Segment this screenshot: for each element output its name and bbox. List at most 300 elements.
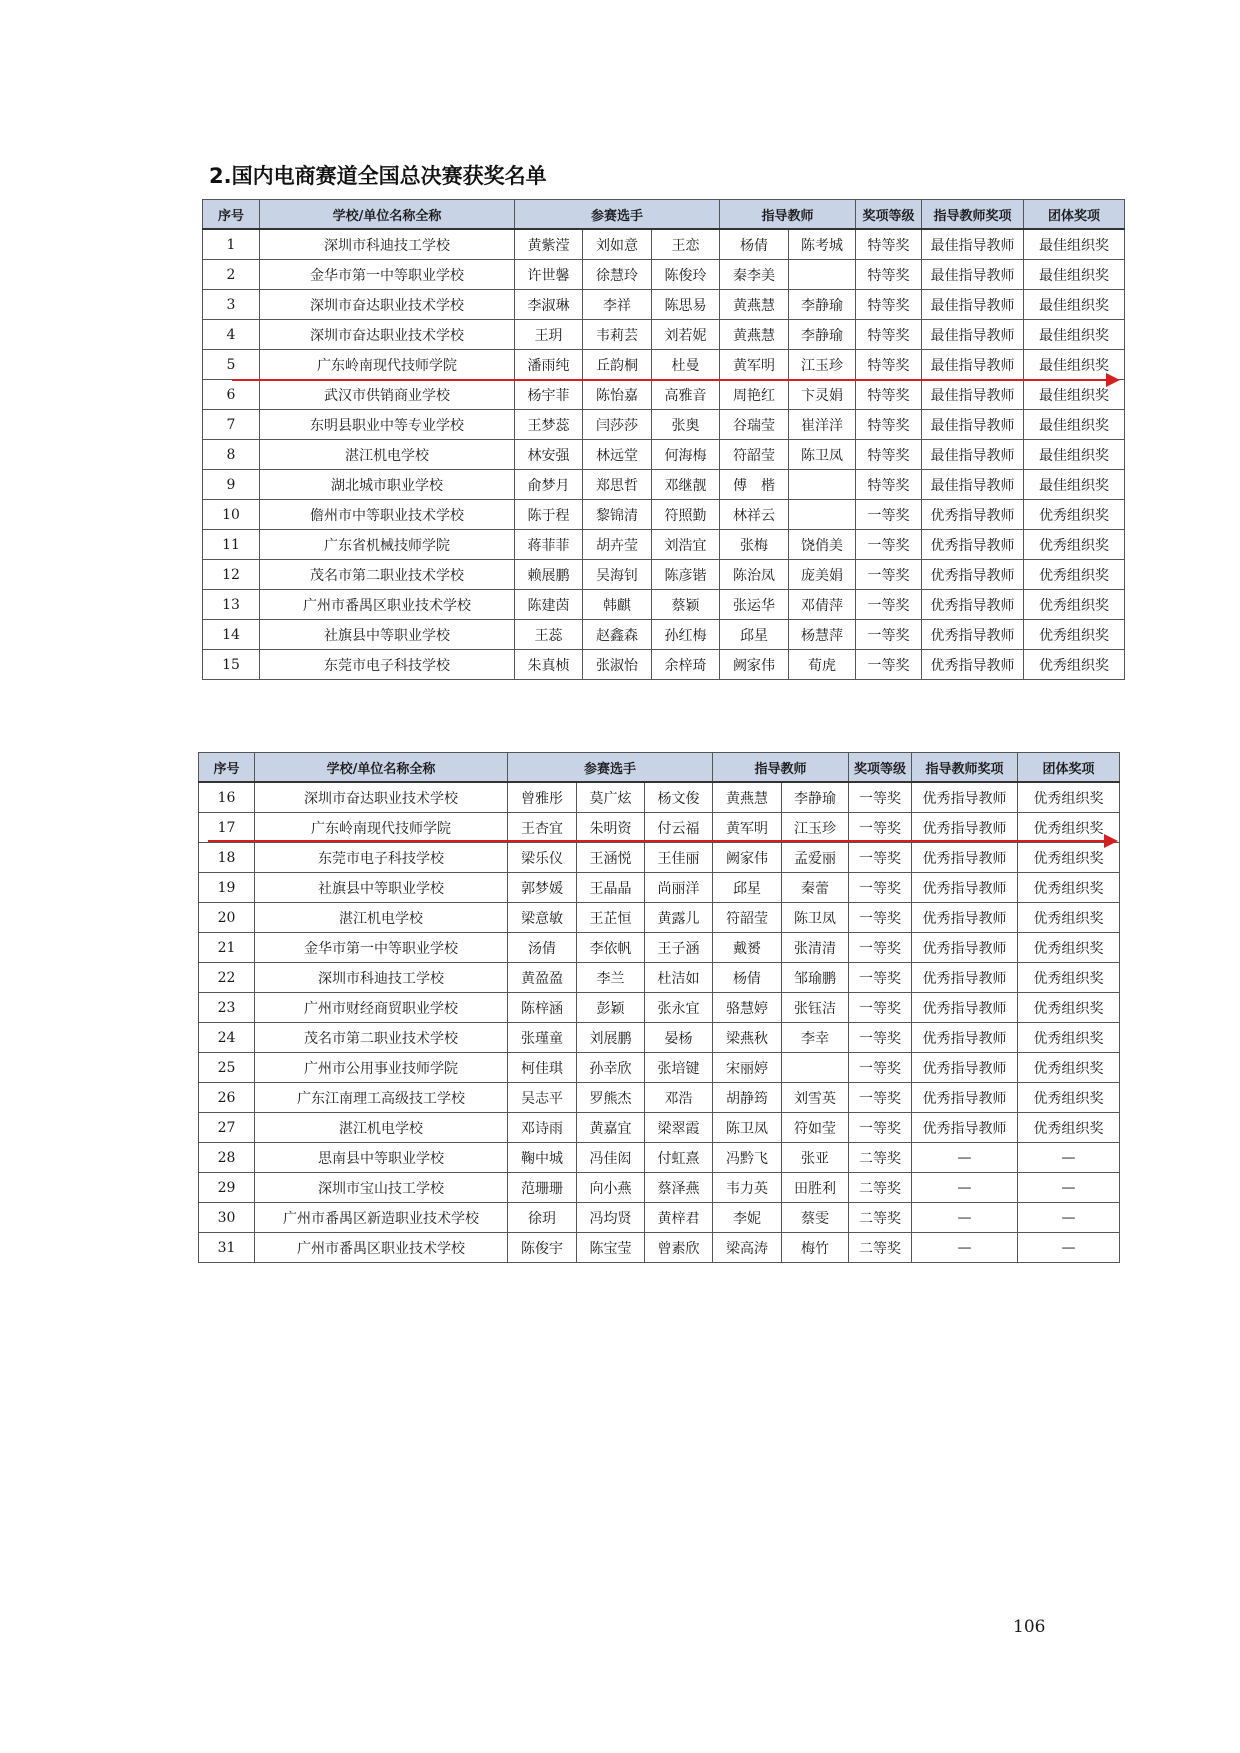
cell-teacher: 庞美娟 xyxy=(789,560,856,590)
cell-school: 金华市第一中等职业学校 xyxy=(260,260,515,290)
cell-award-level: 特等奖 xyxy=(856,410,922,440)
cell-teacher: 荀虎 xyxy=(789,650,856,680)
cell-teacher-award: 最佳指导教师 xyxy=(922,350,1024,380)
cell-player: 陈俊玲 xyxy=(652,260,720,290)
header-players: 参赛选手 xyxy=(508,753,713,783)
cell-team-award: 最佳组织奖 xyxy=(1024,350,1125,380)
cell-player: 冯均贤 xyxy=(577,1203,645,1233)
cell-award-level: 一等奖 xyxy=(849,963,912,993)
table-row xyxy=(203,500,1125,530)
cell-award-level: 一等奖 xyxy=(856,590,922,620)
cell-player: 张淑怡 xyxy=(583,650,652,680)
cell-team-award: 优秀组织奖 xyxy=(1024,650,1125,680)
table-row xyxy=(199,782,1120,813)
cell-teacher: 黄燕慧 xyxy=(720,290,789,320)
header-teachers: 指导教师 xyxy=(720,200,856,230)
cell-teacher: 张清清 xyxy=(782,933,849,963)
cell-player: 符照勤 xyxy=(652,500,720,530)
cell-teacher: 戴赟 xyxy=(713,933,782,963)
cell-teacher xyxy=(782,1053,849,1083)
cell-team-award: 优秀组织奖 xyxy=(1024,500,1125,530)
cell-teacher-award: 优秀指导教师 xyxy=(912,813,1018,843)
cell-index: 7 xyxy=(203,410,260,440)
cell-teacher-award: 最佳指导教师 xyxy=(922,470,1024,500)
cell-teacher-award: 优秀指导教师 xyxy=(912,963,1018,993)
cell-award-level: 一等奖 xyxy=(849,813,912,843)
header-teacher-award: 指导教师奖项 xyxy=(922,200,1024,230)
table-row xyxy=(203,440,1125,470)
cell-teacher: 邱星 xyxy=(713,873,782,903)
cell-player: 杨文俊 xyxy=(645,782,713,813)
cell-teacher: 陈卫凤 xyxy=(789,440,856,470)
cell-teacher: 符韶莹 xyxy=(713,903,782,933)
cell-player: 陈于程 xyxy=(515,500,583,530)
cell-team-award: 最佳组织奖 xyxy=(1024,440,1125,470)
cell-teacher: 宋丽婷 xyxy=(713,1053,782,1083)
cell-player: 韩麒 xyxy=(583,590,652,620)
cell-teacher: 梁高涛 xyxy=(713,1233,782,1263)
cell-school: 深圳市奋达职业技术学校 xyxy=(260,290,515,320)
cell-team-award: 优秀组织奖 xyxy=(1024,530,1125,560)
cell-team-award: 最佳组织奖 xyxy=(1024,410,1125,440)
cell-index: 21 xyxy=(199,933,255,963)
cell-index: 6 xyxy=(203,380,260,410)
cell-player: 陈梓涵 xyxy=(508,993,577,1023)
cell-award-level: 特等奖 xyxy=(856,440,922,470)
cell-team-award: 最佳组织奖 xyxy=(1024,260,1125,290)
cell-player: 晏杨 xyxy=(645,1023,713,1053)
cell-team-award: 优秀组织奖 xyxy=(1018,873,1120,903)
cell-teacher xyxy=(789,470,856,500)
cell-player: 付云福 xyxy=(645,813,713,843)
cell-teacher-award: 最佳指导教师 xyxy=(922,290,1024,320)
cell-teacher-award: 优秀指导教师 xyxy=(922,560,1024,590)
cell-award-level: 一等奖 xyxy=(856,500,922,530)
cell-teacher xyxy=(789,500,856,530)
cell-award-level: 二等奖 xyxy=(849,1203,912,1233)
cell-player: 陈俊宇 xyxy=(508,1233,577,1263)
cell-player: 黄露儿 xyxy=(645,903,713,933)
cell-award-level: 特等奖 xyxy=(856,320,922,350)
table-row xyxy=(203,290,1125,320)
cell-teacher-award: 优秀指导教师 xyxy=(922,530,1024,560)
cell-award-level: 一等奖 xyxy=(856,620,922,650)
cell-player: 莫广炫 xyxy=(577,782,645,813)
cell-teacher: 邓倩萍 xyxy=(789,590,856,620)
cell-teacher: 李妮 xyxy=(713,1203,782,1233)
header-school: 学校/单位名称全称 xyxy=(260,200,515,230)
cell-award-level: 一等奖 xyxy=(849,903,912,933)
cell-index: 10 xyxy=(203,500,260,530)
table-row xyxy=(199,813,1120,843)
cell-teacher: 黄军明 xyxy=(713,813,782,843)
cell-player: 邓诗雨 xyxy=(508,1113,577,1143)
cell-player: 徐慧玲 xyxy=(583,260,652,290)
cell-index: 3 xyxy=(203,290,260,320)
cell-teacher-award: 优秀指导教师 xyxy=(912,843,1018,873)
table-row xyxy=(199,873,1120,903)
cell-team-award: 优秀组织奖 xyxy=(1024,590,1125,620)
table-row xyxy=(203,260,1125,290)
cell-player: 林远堂 xyxy=(583,440,652,470)
cell-player: 潘雨纯 xyxy=(515,350,583,380)
cell-player: 王芷恒 xyxy=(577,903,645,933)
table-row xyxy=(199,963,1120,993)
cell-teacher: 崔洋洋 xyxy=(789,410,856,440)
cell-player: 邓浩 xyxy=(645,1083,713,1113)
red-arrow-annotation xyxy=(208,840,1106,842)
header-index: 序号 xyxy=(203,200,260,230)
cell-school: 广东省机械技师学院 xyxy=(260,530,515,560)
cell-school: 武汉市供销商业学校 xyxy=(260,380,515,410)
table-row xyxy=(203,620,1125,650)
cell-award-level: 一等奖 xyxy=(849,1023,912,1053)
cell-teacher-award: 最佳指导教师 xyxy=(922,410,1024,440)
cell-player: 王涵悦 xyxy=(577,843,645,873)
cell-player: 陈思易 xyxy=(652,290,720,320)
cell-teacher-award: 优秀指导教师 xyxy=(912,993,1018,1023)
table-row xyxy=(203,470,1125,500)
cell-award-level: 特等奖 xyxy=(856,260,922,290)
cell-index: 15 xyxy=(203,650,260,680)
cell-award-level: 二等奖 xyxy=(849,1233,912,1263)
cell-player: 向小燕 xyxy=(577,1173,645,1203)
cell-teacher: 阙家伟 xyxy=(720,650,789,680)
header-team-award: 团体奖项 xyxy=(1024,200,1125,230)
table-row xyxy=(199,843,1120,873)
cell-teacher: 谷瑞莹 xyxy=(720,410,789,440)
cell-player: 王杏宜 xyxy=(508,813,577,843)
cell-teacher: 黄军明 xyxy=(720,350,789,380)
table-body xyxy=(199,782,1120,1263)
table-row xyxy=(203,410,1125,440)
cell-teacher: 邱星 xyxy=(720,620,789,650)
cell-teacher: 骆慧婷 xyxy=(713,993,782,1023)
cell-teacher: 符如莹 xyxy=(782,1113,849,1143)
cell-teacher: 刘雪英 xyxy=(782,1083,849,1113)
cell-player: 高雅音 xyxy=(652,380,720,410)
cell-index: 13 xyxy=(203,590,260,620)
cell-player: 黎锦清 xyxy=(583,500,652,530)
cell-player: 罗熊杰 xyxy=(577,1083,645,1113)
cell-teacher: 冯黔飞 xyxy=(713,1143,782,1173)
cell-team-award: 优秀组织奖 xyxy=(1018,1023,1120,1053)
cell-school: 东莞市电子科技学校 xyxy=(255,843,508,873)
table-row xyxy=(199,1053,1120,1083)
cell-index: 5 xyxy=(203,350,260,380)
cell-index: 29 xyxy=(199,1173,255,1203)
award-table-1 xyxy=(202,199,1125,680)
cell-school: 广州市番禺区新造职业技术学校 xyxy=(255,1203,508,1233)
cell-team-award: 优秀组织奖 xyxy=(1018,933,1120,963)
cell-index: 22 xyxy=(199,963,255,993)
cell-teacher: 梁燕秋 xyxy=(713,1023,782,1053)
cell-index: 28 xyxy=(199,1143,255,1173)
cell-player: 王晶晶 xyxy=(577,873,645,903)
cell-player: 王玥 xyxy=(515,320,583,350)
cell-teacher xyxy=(789,260,856,290)
cell-player: 王恋 xyxy=(652,229,720,260)
cell-index: 19 xyxy=(199,873,255,903)
cell-teacher-award: 最佳指导教师 xyxy=(922,440,1024,470)
cell-index: 8 xyxy=(203,440,260,470)
cell-player: 刘如意 xyxy=(583,229,652,260)
cell-teacher: 卞灵娟 xyxy=(789,380,856,410)
cell-teacher: 杨倩 xyxy=(713,963,782,993)
cell-school: 广州市公用事业技师学院 xyxy=(255,1053,508,1083)
cell-index: 17 xyxy=(199,813,255,843)
cell-player: 蒋菲菲 xyxy=(515,530,583,560)
cell-player: 徐玥 xyxy=(508,1203,577,1233)
cell-player: 郭梦媛 xyxy=(508,873,577,903)
cell-index: 25 xyxy=(199,1053,255,1083)
cell-school: 深圳市宝山技工学校 xyxy=(255,1173,508,1203)
cell-award-level: 一等奖 xyxy=(849,1053,912,1083)
cell-player: 李依帆 xyxy=(577,933,645,963)
cell-award-level: 一等奖 xyxy=(849,873,912,903)
table-row xyxy=(203,380,1125,410)
table-row xyxy=(199,903,1120,933)
table-row xyxy=(199,1233,1120,1263)
cell-school: 深圳市奋达职业技术学校 xyxy=(255,782,508,813)
table-header xyxy=(203,200,1125,230)
header-award-level: 奖项等级 xyxy=(849,753,912,783)
cell-teacher-award: 优秀指导教师 xyxy=(912,1053,1018,1083)
cell-teacher: 梅竹 xyxy=(782,1233,849,1263)
cell-player: 王子涵 xyxy=(645,933,713,963)
table-row xyxy=(203,229,1125,260)
cell-teacher-award: 最佳指导教师 xyxy=(922,229,1024,260)
cell-award-level: 一等奖 xyxy=(849,782,912,813)
cell-index: 27 xyxy=(199,1113,255,1143)
cell-player: 蔡颖 xyxy=(652,590,720,620)
cell-team-award: — xyxy=(1018,1203,1120,1233)
header-index: 序号 xyxy=(199,753,255,783)
cell-player: 刘展鹏 xyxy=(577,1023,645,1053)
cell-player: 黄嘉宜 xyxy=(577,1113,645,1143)
cell-team-award: — xyxy=(1018,1173,1120,1203)
cell-school: 湛江机电学校 xyxy=(255,903,508,933)
cell-player: 吴海钊 xyxy=(583,560,652,590)
cell-player: 闫莎莎 xyxy=(583,410,652,440)
table-row xyxy=(199,993,1120,1023)
header-teachers: 指导教师 xyxy=(713,753,849,783)
cell-school: 广东岭南现代技师学院 xyxy=(260,350,515,380)
cell-school: 金华市第一中等职业学校 xyxy=(255,933,508,963)
cell-player: 尚丽洋 xyxy=(645,873,713,903)
table-row xyxy=(203,560,1125,590)
table-row xyxy=(199,1143,1120,1173)
cell-player: 梁意敏 xyxy=(508,903,577,933)
cell-teacher: 邹瑜鹏 xyxy=(782,963,849,993)
cell-player: 吴志平 xyxy=(508,1083,577,1113)
table-row xyxy=(199,1113,1120,1143)
cell-teacher: 田胜利 xyxy=(782,1173,849,1203)
cell-player: 陈宝莹 xyxy=(577,1233,645,1263)
cell-team-award: 优秀组织奖 xyxy=(1018,1113,1120,1143)
cell-teacher: 胡静筠 xyxy=(713,1083,782,1113)
cell-player: 汤倩 xyxy=(508,933,577,963)
cell-school: 儋州市中等职业技术学校 xyxy=(260,500,515,530)
cell-team-award: 优秀组织奖 xyxy=(1018,1053,1120,1083)
cell-player: 刘浩宜 xyxy=(652,530,720,560)
cell-teacher-award: — xyxy=(912,1233,1018,1263)
cell-team-award: 优秀组织奖 xyxy=(1024,560,1125,590)
cell-player: 鞠中城 xyxy=(508,1143,577,1173)
cell-teacher-award: 优秀指导教师 xyxy=(922,590,1024,620)
cell-player: 杨宇菲 xyxy=(515,380,583,410)
cell-index: 12 xyxy=(203,560,260,590)
table-row xyxy=(203,350,1125,380)
cell-player: 黄紫滢 xyxy=(515,229,583,260)
cell-teacher-award: 优秀指导教师 xyxy=(922,650,1024,680)
cell-teacher-award: 优秀指导教师 xyxy=(922,500,1024,530)
cell-player: 王梦蕊 xyxy=(515,410,583,440)
cell-player: 余梓琦 xyxy=(652,650,720,680)
cell-index: 20 xyxy=(199,903,255,933)
cell-school: 广东江南理工高级技工学校 xyxy=(255,1083,508,1113)
cell-teacher: 杨倩 xyxy=(720,229,789,260)
cell-player: 何海梅 xyxy=(652,440,720,470)
cell-player: 陈建茵 xyxy=(515,590,583,620)
cell-teacher: 周艳红 xyxy=(720,380,789,410)
cell-award-level: 一等奖 xyxy=(849,843,912,873)
cell-teacher-award: 优秀指导教师 xyxy=(912,873,1018,903)
cell-team-award: 最佳组织奖 xyxy=(1024,320,1125,350)
cell-player: 付虹熹 xyxy=(645,1143,713,1173)
cell-teacher: 蔡雯 xyxy=(782,1203,849,1233)
cell-school: 社旗县中等职业学校 xyxy=(255,873,508,903)
cell-player: 王蕊 xyxy=(515,620,583,650)
cell-teacher-award: 最佳指导教师 xyxy=(922,260,1024,290)
cell-player: 张瑾童 xyxy=(508,1023,577,1053)
cell-teacher: 张梅 xyxy=(720,530,789,560)
cell-team-award: 优秀组织奖 xyxy=(1018,782,1120,813)
cell-player: 蔡泽燕 xyxy=(645,1173,713,1203)
cell-teacher: 孟爱丽 xyxy=(782,843,849,873)
cell-school: 思南县中等职业学校 xyxy=(255,1143,508,1173)
cell-index: 18 xyxy=(199,843,255,873)
cell-teacher: 杨慧萍 xyxy=(789,620,856,650)
cell-player: 王佳丽 xyxy=(645,843,713,873)
cell-school: 社旗县中等职业学校 xyxy=(260,620,515,650)
cell-index: 30 xyxy=(199,1203,255,1233)
cell-player: 丘韵桐 xyxy=(583,350,652,380)
cell-teacher-award: 优秀指导教师 xyxy=(912,1023,1018,1053)
cell-team-award: 优秀组织奖 xyxy=(1018,1083,1120,1113)
cell-player: 林安强 xyxy=(515,440,583,470)
cell-teacher-award: 优秀指导教师 xyxy=(912,1083,1018,1113)
cell-teacher-award: — xyxy=(912,1143,1018,1173)
page-number: 106 xyxy=(1013,1617,1046,1637)
cell-player: 邓继靓 xyxy=(652,470,720,500)
cell-team-award: 最佳组织奖 xyxy=(1024,380,1125,410)
cell-school: 东明县职业中等专业学校 xyxy=(260,410,515,440)
cell-award-level: 特等奖 xyxy=(856,229,922,260)
cell-teacher-award: 优秀指导教师 xyxy=(912,933,1018,963)
cell-award-level: 一等奖 xyxy=(856,650,922,680)
table-row xyxy=(203,320,1125,350)
cell-award-level: 一等奖 xyxy=(849,933,912,963)
cell-index: 11 xyxy=(203,530,260,560)
cell-award-level: 特等奖 xyxy=(856,290,922,320)
cell-school: 湛江机电学校 xyxy=(260,440,515,470)
cell-player: 俞梦月 xyxy=(515,470,583,500)
cell-teacher: 陈考城 xyxy=(789,229,856,260)
cell-teacher-award: 优秀指导教师 xyxy=(922,620,1024,650)
cell-teacher: 阙家伟 xyxy=(713,843,782,873)
cell-index: 2 xyxy=(203,260,260,290)
cell-teacher: 江玉珍 xyxy=(789,350,856,380)
cell-player: 郑思哲 xyxy=(583,470,652,500)
section-title: 2.国内电商赛道全国总决赛获奖名单 xyxy=(209,164,547,188)
cell-award-level: 特等奖 xyxy=(856,350,922,380)
cell-player: 曾素欣 xyxy=(645,1233,713,1263)
table-row xyxy=(199,1203,1120,1233)
cell-teacher: 傅 楷 xyxy=(720,470,789,500)
cell-school: 深圳市科迪技工学校 xyxy=(255,963,508,993)
cell-team-award: 优秀组织奖 xyxy=(1018,843,1120,873)
cell-teacher: 林祥云 xyxy=(720,500,789,530)
cell-team-award: 最佳组织奖 xyxy=(1024,290,1125,320)
cell-teacher-award: — xyxy=(912,1203,1018,1233)
cell-teacher: 饶俏美 xyxy=(789,530,856,560)
cell-team-award: 最佳组织奖 xyxy=(1024,470,1125,500)
cell-teacher: 李静瑜 xyxy=(782,782,849,813)
cell-player: 胡卉莹 xyxy=(583,530,652,560)
cell-team-award: 优秀组织奖 xyxy=(1018,963,1120,993)
cell-teacher: 秦李美 xyxy=(720,260,789,290)
cell-award-level: 一等奖 xyxy=(849,1113,912,1143)
award-table-2 xyxy=(198,752,1120,1263)
cell-teacher: 张钰洁 xyxy=(782,993,849,1023)
cell-player: 梁乐仪 xyxy=(508,843,577,873)
cell-teacher: 张运华 xyxy=(720,590,789,620)
cell-player: 朱明资 xyxy=(577,813,645,843)
cell-player: 柯佳琪 xyxy=(508,1053,577,1083)
cell-teacher-award: 最佳指导教师 xyxy=(922,380,1024,410)
cell-teacher: 黄燕慧 xyxy=(713,782,782,813)
cell-team-award: — xyxy=(1018,1233,1120,1263)
cell-award-level: 一等奖 xyxy=(849,1083,912,1113)
cell-player: 许世馨 xyxy=(515,260,583,290)
cell-teacher-award: 优秀指导教师 xyxy=(912,903,1018,933)
red-arrow-annotation xyxy=(232,379,1108,381)
cell-player: 朱真桢 xyxy=(515,650,583,680)
cell-teacher: 李静瑜 xyxy=(789,290,856,320)
table-body xyxy=(203,229,1125,680)
cell-player: 黄梓君 xyxy=(645,1203,713,1233)
cell-player: 张奥 xyxy=(652,410,720,440)
cell-team-award: 最佳组织奖 xyxy=(1024,229,1125,260)
cell-player: 李祥 xyxy=(583,290,652,320)
cell-team-award: 优秀组织奖 xyxy=(1018,813,1120,843)
cell-index: 4 xyxy=(203,320,260,350)
cell-team-award: 优秀组织奖 xyxy=(1024,620,1125,650)
cell-player: 曾雅彤 xyxy=(508,782,577,813)
cell-player: 陈怡嘉 xyxy=(583,380,652,410)
table-row xyxy=(199,1083,1120,1113)
table-row xyxy=(199,1173,1120,1203)
table-row xyxy=(203,590,1125,620)
cell-teacher: 韦力英 xyxy=(713,1173,782,1203)
cell-index: 24 xyxy=(199,1023,255,1053)
cell-award-level: 一等奖 xyxy=(856,560,922,590)
cell-player: 彭颖 xyxy=(577,993,645,1023)
cell-teacher: 陈卫凤 xyxy=(713,1113,782,1143)
table-header xyxy=(199,753,1120,783)
cell-player: 张永宜 xyxy=(645,993,713,1023)
